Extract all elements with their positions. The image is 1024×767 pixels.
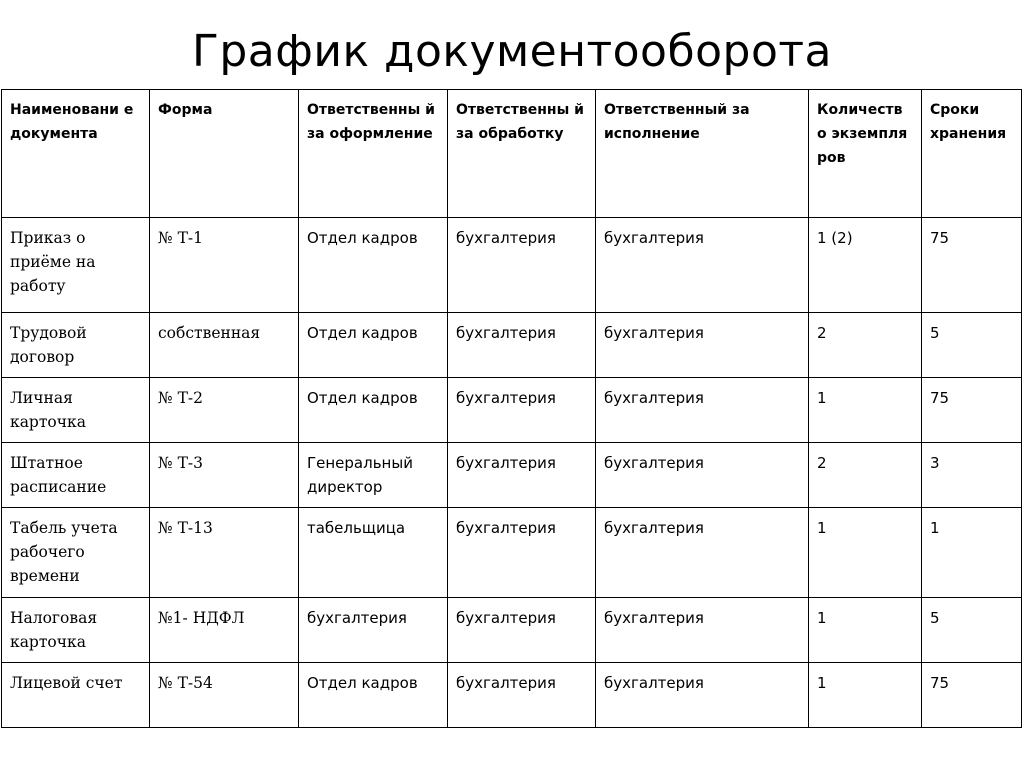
cell-retention-period: 75	[922, 663, 1022, 728]
header-responsible-execution: Ответственный за исполнение	[596, 90, 809, 218]
table-row	[2, 313, 1022, 378]
cell-responsible-execution: бухгалтерия	[596, 313, 809, 378]
cell-responsible-processing: бухгалтерия	[448, 218, 596, 313]
cell-form: № Т-13	[150, 508, 299, 598]
cell-responsible-processing: бухгалтерия	[448, 313, 596, 378]
cell-responsible-processing: бухгалтерия	[448, 663, 596, 728]
cell-retention-period: 5	[922, 313, 1022, 378]
table-row	[2, 378, 1022, 443]
cell-copies-count: 2	[809, 443, 922, 508]
cell-responsible-preparation: Отдел кадров	[299, 378, 448, 443]
cell-responsible-execution: бухгалтерия	[596, 443, 809, 508]
cell-form: № Т-2	[150, 378, 299, 443]
cell-responsible-processing: бухгалтерия	[448, 378, 596, 443]
table-row	[2, 443, 1022, 508]
header-form: Форма	[150, 90, 299, 218]
cell-responsible-preparation: табельщица	[299, 508, 448, 598]
cell-document-name: Налоговая карточка	[2, 598, 150, 663]
header-row	[2, 90, 1022, 218]
cell-responsible-preparation: Отдел кадров	[299, 313, 448, 378]
cell-responsible-execution: бухгалтерия	[596, 598, 809, 663]
cell-responsible-execution: бухгалтерия	[596, 508, 809, 598]
cell-retention-period: 3	[922, 443, 1022, 508]
header-document-name: Наименовани е документа	[2, 90, 150, 218]
cell-copies-count: 1	[809, 508, 922, 598]
cell-form: №1- НДФЛ	[150, 598, 299, 663]
slide-title: График документооборота	[192, 26, 832, 77]
cell-responsible-processing: бухгалтерия	[448, 508, 596, 598]
cell-form: № Т-54	[150, 663, 299, 728]
cell-responsible-preparation: Отдел кадров	[299, 218, 448, 313]
cell-retention-period: 75	[922, 218, 1022, 313]
table-row	[2, 663, 1022, 728]
cell-document-name: Лицевой счет	[2, 663, 150, 728]
cell-retention-period: 75	[922, 378, 1022, 443]
cell-responsible-processing: бухгалтерия	[448, 443, 596, 508]
cell-responsible-execution: бухгалтерия	[596, 218, 809, 313]
cell-responsible-execution: бухгалтерия	[596, 663, 809, 728]
cell-retention-period: 1	[922, 508, 1022, 598]
cell-form: № Т-1	[150, 218, 299, 313]
cell-copies-count: 1	[809, 378, 922, 443]
table-row	[2, 218, 1022, 313]
cell-form: собственная	[150, 313, 299, 378]
table-row	[2, 508, 1022, 598]
header-responsible-preparation: Ответственны й за оформление	[299, 90, 448, 218]
cell-copies-count: 2	[809, 313, 922, 378]
cell-copies-count: 1	[809, 598, 922, 663]
cell-responsible-processing: бухгалтерия	[448, 598, 596, 663]
cell-responsible-preparation: Генеральный директор	[299, 443, 448, 508]
cell-copies-count: 1 (2)	[809, 218, 922, 313]
cell-responsible-preparation: Отдел кадров	[299, 663, 448, 728]
cell-form: № Т-3	[150, 443, 299, 508]
cell-document-name: Табель учета рабочего времени	[2, 508, 150, 598]
header-retention-period: Сроки хранения	[922, 90, 1022, 218]
cell-document-name: Приказ о приёме на работу	[2, 218, 150, 313]
cell-copies-count: 1	[809, 663, 922, 728]
header-responsible-processing: Ответственны й за обработку	[448, 90, 596, 218]
header-copies-count: Количеств о экземпля ров	[809, 90, 922, 218]
cell-responsible-preparation: бухгалтерия	[299, 598, 448, 663]
cell-document-name: Штатное расписание	[2, 443, 150, 508]
cell-retention-period: 5	[922, 598, 1022, 663]
document-flow-table	[1, 89, 1022, 728]
table-row	[2, 598, 1022, 663]
cell-document-name: Личная карточка	[2, 378, 150, 443]
cell-document-name: Трудовой договор	[2, 313, 150, 378]
cell-responsible-execution: бухгалтерия	[596, 378, 809, 443]
